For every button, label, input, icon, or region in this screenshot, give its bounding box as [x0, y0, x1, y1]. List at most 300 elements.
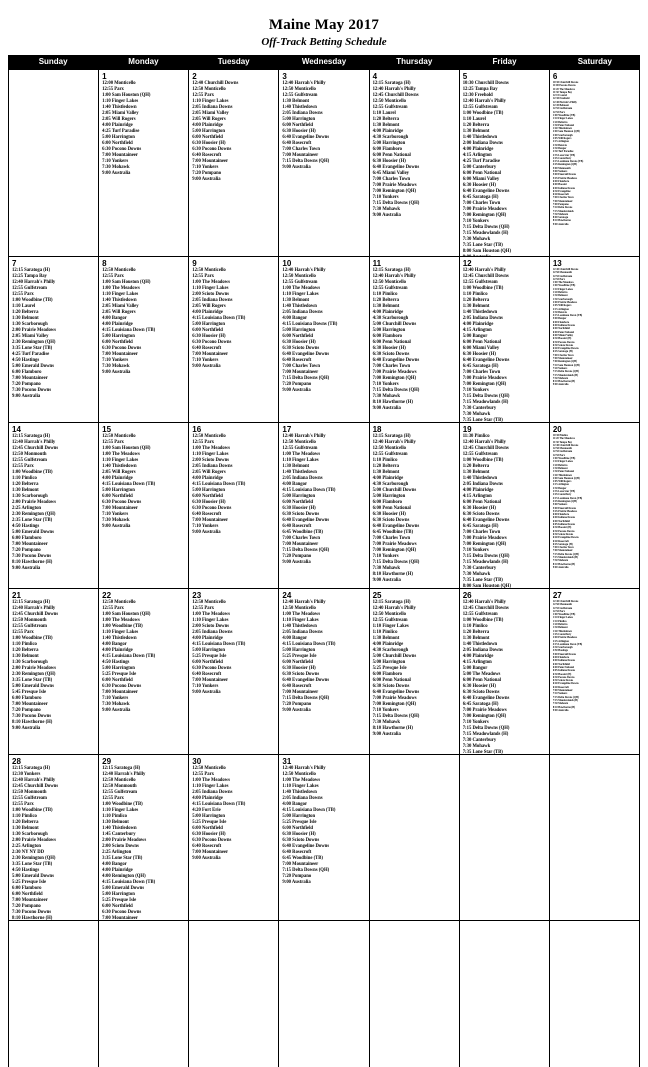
race-entry: 1:00 Woodbine (TB)	[552, 457, 576, 461]
race-entry: 12:15 Saratoga (H)	[12, 434, 51, 439]
race-entry: 2:00 Scarborough	[552, 133, 573, 137]
race-entry: 5:00 Yonkers	[552, 170, 568, 174]
race-entry: 5:00 Emerald Downs	[12, 364, 54, 369]
race-entry: 1:00 Woodbine (TB)	[462, 458, 504, 463]
race-entry: 12:40 Harrah's Philly	[282, 434, 326, 439]
race-entry: 7:15 Meadowlands (H)	[462, 560, 509, 565]
race-entry: 1:20 Belterra	[552, 623, 568, 627]
race-entry: 1:30 Belmont	[372, 470, 400, 475]
race-entry: 1:10 Finger Lakes	[102, 292, 139, 297]
empty-day-cell	[99, 921, 189, 1067]
race-entry: 1:40 Thistledown	[102, 105, 137, 110]
race-entry: 1:30 Scarborough	[12, 660, 48, 665]
race-entry: 12:15 Saratoga (H)	[372, 268, 411, 273]
race-entry: 12:40 Churchill Downs	[552, 443, 579, 447]
race-entry: 12:40 Harrah's Philly	[12, 606, 56, 611]
day-cell-29	[99, 755, 189, 921]
race-entry: 9:00 Australia	[552, 708, 569, 712]
race-entry: 12:55 Parx	[192, 274, 215, 279]
race-entry: 7:00 Mountaineer	[192, 159, 229, 164]
race-entry: 1:10 Finger Lakes	[282, 618, 319, 623]
race-entry: 6:30 Hoosier (H)	[372, 159, 406, 164]
race-entry: 1:00 Woodbine (TB)	[12, 470, 53, 475]
race-entry: 1:10 Finger Lakes	[192, 286, 229, 291]
race-entry: 9:00 Australia	[552, 383, 569, 387]
race-entry: 6:30 Hoosier (H)	[552, 337, 572, 341]
race-entry: 6:30 Scioto Downs	[462, 690, 500, 695]
page-title: Maine May 2017	[268, 17, 380, 33]
race-entry: 4:00 Plainridge	[372, 310, 404, 315]
race-entry: 2:35 Lone Star (TB)	[552, 490, 576, 494]
race-entry: 1:30 Belmont	[282, 464, 310, 469]
race-entry: 6:40 Evangeline Downs	[552, 682, 579, 686]
day-number: 5	[462, 72, 468, 81]
race-entry: 2:30 Bangor	[552, 486, 567, 490]
race-entry: 7:00 Remington (QH)	[372, 702, 417, 707]
race-entry: 7:35 Lone Star (TB)	[462, 750, 503, 755]
race-entry: 2:05 Indiana Downs	[282, 310, 323, 315]
day-number: 27	[552, 591, 562, 600]
race-entry: 5:00 Harrington	[372, 660, 406, 665]
race-entry: 7:30 Mohawk	[552, 212, 569, 216]
day-cell-19	[460, 423, 550, 589]
race-entry: 12:55 Gulfstream	[12, 458, 47, 463]
race-entry: 1:20 Belterra	[552, 291, 568, 295]
race-entry: 8:10 Hawthorne (H)	[552, 562, 576, 566]
race-entry: 7:00 Mountaineer	[282, 690, 319, 695]
race-entry: 6:40 Rosecroft	[192, 153, 222, 158]
race-entry: 2:15 Arlington	[552, 483, 569, 487]
race-entry: 6:40 Rosecroft	[552, 193, 569, 197]
race-entry: 7:15 Delta Downs (QH)	[372, 201, 420, 206]
race-entry: 12:30 Freehold	[552, 97, 570, 101]
race-entry: 1:40 Thistledown	[462, 642, 498, 647]
race-entry: 5:00 Harrington	[282, 117, 316, 122]
weekday-header-row	[8, 55, 640, 69]
race-entry: 6:30 Hoosier (H)	[282, 340, 316, 345]
day-number: 28	[12, 757, 21, 766]
race-entry: 9:00 Australia	[372, 213, 401, 218]
race-entry: 7:00 Charles Town	[462, 201, 501, 206]
race-entry: 7:30 Pocono Downs	[12, 714, 52, 719]
race-entry: 2:30 Batavia	[552, 310, 567, 314]
race-entry: 1:20 Belterra	[552, 463, 568, 467]
day-number: 14	[12, 425, 21, 434]
race-entry: 7:15 Delta Downs (QH)	[282, 376, 330, 381]
race-entry: 2:05 Indiana Downs	[192, 298, 233, 303]
race-entry: 12:50 Monmouth	[102, 784, 137, 789]
race-entry: 2:45 Canterbury	[552, 156, 572, 160]
race-entry: 6:40 Rosecroft	[192, 844, 222, 849]
race-entry: 12:40 Harrah's Philly	[372, 87, 416, 92]
race-entry: 7:00 Remington (QH)	[372, 376, 417, 381]
race-entry: 4:15 Louisiana Down (TB)	[102, 880, 156, 885]
day-cell-27	[550, 589, 640, 755]
race-entry: 12:15 Saratoga (H)	[12, 766, 51, 771]
race-entry: 6:00 Flamboro	[372, 672, 403, 677]
race-entry: 12:40 Churchill Downs	[192, 81, 239, 86]
race-entry: 2:05 Miami Valley	[102, 304, 139, 309]
race-entry: 2:05 Will Rogers	[102, 117, 136, 122]
race-entry: 4:45 Remington (QH)	[552, 499, 577, 503]
race-entry: 1:10 Laurel	[12, 304, 36, 309]
race-entry: 6:30 Pocono Downs	[102, 684, 142, 689]
race-entry: 5:00 Emerald Downs	[552, 506, 577, 510]
day-number: 12	[462, 259, 472, 268]
race-entry: 1:30 Scarborough	[12, 832, 48, 837]
race-entry: 6:00 Northfield	[102, 340, 133, 345]
race-entry: 6:00 Miami Valley	[552, 333, 574, 337]
race-entry: 7:00 Charles Town	[282, 364, 320, 369]
race-entry: 12:50 Monticello	[192, 766, 226, 771]
race-entry: 9:00 Australia	[102, 370, 131, 375]
race-entry: 12:30 Yonkers	[12, 772, 41, 777]
day-cell-20	[550, 423, 640, 589]
race-entry: 5:00 Harrington	[192, 488, 225, 493]
race-entry: 12:25 Tampa Bay	[462, 87, 498, 92]
race-entry: 7:00 Mountaineer	[552, 199, 573, 203]
race-entry: 7:15 Delta Downs (QH)	[282, 548, 330, 553]
race-entry: 1:20 Belterra	[12, 820, 39, 825]
race-entry: 7:10 Yonkers	[462, 388, 489, 393]
race-entry: 2:30 Remington (QH)	[12, 856, 56, 861]
race-entry: 4:00 Plainridge	[372, 476, 404, 481]
race-entry: 6:00 Northfield	[552, 327, 570, 331]
day-cell-5	[460, 70, 550, 257]
race-entry: 2:05 Will Rogers	[102, 310, 136, 315]
race-entry: 12:15 Laurel	[552, 94, 567, 98]
race-entry: 1:10 Pimlico	[462, 292, 488, 297]
race-entry: 6:00 Northfield	[192, 135, 223, 140]
race-entry: 12:55 Gulfstream	[102, 790, 138, 795]
race-entry: 1:20 Belterra	[462, 464, 490, 469]
race-entry: 7:15 Delta Downs (QH)	[552, 695, 579, 699]
race-entry: 12:40 Harrah's Philly	[552, 100, 577, 104]
race-entry: 6:40 Evangeline Downs	[372, 358, 420, 363]
race-entry: 7:10 Yonkers	[192, 684, 219, 689]
race-entry: 6:40 Rosecroft	[282, 358, 312, 363]
weekday-sunday: Sunday	[38, 57, 68, 66]
race-entry: 2:35 Lone Star (TB)	[552, 153, 576, 157]
race-entry: 7:00 Mountaineer	[192, 352, 229, 357]
race-entry: 7:10 Delta Downs	[552, 206, 573, 210]
race-entry: 9:00 Australia	[12, 726, 41, 731]
race-entry: 7:15 Meadowlands (H)	[462, 231, 509, 236]
race-entry: 5:25 Presque Isle	[102, 898, 137, 903]
race-entry: 7:30 Pocono Downs	[12, 388, 52, 393]
race-entry: 1:00 Woodbine (TB)	[102, 624, 143, 629]
race-entry: 6:00 Indiana Downs	[552, 186, 576, 190]
race-entry: 1:00 Sam Houston (QH)	[102, 446, 151, 451]
race-entry: 7:30 Pocono Downs	[12, 910, 52, 915]
day-number: 6	[552, 72, 558, 81]
race-entry: 6:00 Indiana Downs	[552, 659, 576, 663]
race-entry: 7:00 Prairie Meadows	[372, 183, 417, 188]
race-entry: 12:50 Monticello	[372, 612, 407, 617]
race-entry: 6:00 Northfield	[282, 334, 314, 339]
race-entry: 6:30 Scioto Downs	[552, 532, 574, 536]
race-entry: 6:00 Northfield	[12, 892, 43, 897]
race-entry: 2:00 Scioto Downs	[192, 458, 230, 463]
race-entry: 7:10 Yonkers	[462, 219, 489, 224]
race-entry: 6:45 Woodbine (TB)	[372, 530, 414, 535]
race-entry: 1:30 Scarborough	[552, 297, 573, 301]
race-entry: 2:05 Will Rogers	[552, 480, 572, 484]
day-number: 31	[282, 757, 292, 766]
race-entry: 6:00 Miami Valley	[462, 346, 500, 351]
race-entry: 8:10 Hawthorne (H)	[552, 705, 576, 709]
day-number: 7	[12, 259, 17, 268]
race-entry: 7:00 Prairie Meadows	[462, 536, 507, 541]
race-entry: 4:50 Hastings	[12, 524, 40, 529]
race-entry: 6:00 Flamboro	[372, 500, 403, 505]
race-entry: 12:55 Gulfstream	[282, 280, 318, 285]
race-entry: 5:25 Presque Isle	[282, 820, 317, 825]
race-entry: 1:40 Thistledown	[282, 624, 317, 629]
race-entry: 1:10 Pimlico	[372, 458, 398, 463]
race-entry: 6:00 Flamboro	[552, 179, 570, 183]
race-entry: 6:40 Evangeline Downs	[462, 696, 510, 701]
race-entry: 7:00 Charles Town	[462, 530, 501, 535]
race-entry: 6:45 Saratoga (H)	[462, 364, 499, 369]
race-entry: 12:50 Monticello	[192, 434, 226, 439]
race-entry: 8:00 Sam Houston (QH)	[462, 249, 512, 254]
race-entry: 7:00 Prairie Meadows	[372, 542, 417, 547]
race-entry: 12:55 Gulfstream	[282, 93, 318, 98]
race-entry: 12:50 Monmouth	[552, 447, 572, 451]
race-entry: 4:00 Remington (QH)	[102, 874, 146, 879]
race-entry: 6:45 Saratoga (H)	[462, 702, 499, 707]
day-number: 24	[282, 591, 292, 600]
race-entry: 7:20 Pompano	[12, 904, 41, 909]
race-entry: 7:00 Prairie Meadows	[372, 370, 417, 375]
race-entry: 6:00 Northfield	[282, 660, 314, 665]
race-entry: 3:35 Lone Star (TB)	[102, 856, 143, 861]
race-entry: 6:40 Evangeline Downs	[282, 135, 330, 140]
race-entry: 6:00 Flamboro	[12, 696, 42, 701]
race-entry: 5:00 Emerald Downs	[552, 652, 577, 656]
race-entry: 12:40 Harrah's Philly	[282, 766, 326, 771]
race-entry: 7:30 Canterbury	[462, 738, 497, 743]
race-entry: 4:00 Plainridge	[102, 322, 133, 327]
race-entry: 7:00 Mountaineer	[12, 702, 48, 707]
race-entry: 1:20 Belterra	[12, 648, 39, 653]
race-entry: 7:15 Delta Downs (QH)	[282, 696, 330, 701]
race-entry: 7:10 Yonkers	[102, 159, 129, 164]
race-entry: 6:00 Flamboro	[372, 334, 403, 339]
race-entry: 9:00 Australia	[282, 165, 311, 170]
race-entry: 6:00 Penn National	[372, 340, 411, 345]
race-entry: 4:15 Arlington	[462, 660, 492, 665]
race-entry: 1:00 Woodbine (TB)	[462, 111, 504, 116]
race-entry: 7:20 Pompano	[12, 382, 41, 387]
race-entry: 6:40 Evangeline Downs	[372, 690, 420, 695]
day-cell-10	[279, 257, 369, 423]
race-entry: 7:20 Pompano	[282, 874, 312, 879]
race-entry: 1:00 Woodbine (TB)	[12, 636, 53, 641]
race-entry: 6:00 Northfield	[552, 519, 570, 523]
race-entry: 6:30 Scioto Downs	[552, 343, 574, 347]
race-entry: 6:00 Northfield	[192, 494, 223, 499]
race-entry: 5:45 Prairie Meadows	[552, 176, 578, 180]
race-entry: 12:50 Monticello	[192, 87, 226, 92]
race-entry: 5:00 Harrington	[372, 494, 406, 499]
race-entry: 9:00 Australia	[282, 560, 311, 565]
race-entry: 5:45 Prairie Meadows	[552, 509, 578, 513]
weekday-thursday: Thursday	[396, 57, 433, 66]
race-entry: 2:30 Turf Paradise	[552, 150, 574, 154]
race-entry: 6:00 Northfield	[192, 826, 223, 831]
race-entry: 9:00 Australia	[282, 708, 311, 713]
race-entry: 4:00 Bangor	[282, 316, 308, 321]
race-entry: 12:50 Monticello	[102, 268, 136, 273]
race-entry: 2:00 Scioto Downs	[102, 844, 139, 849]
race-entry: 12:50 Monticello	[282, 274, 316, 279]
race-entry: 2:05 Indiana Downs	[462, 648, 503, 653]
day-cell-25	[370, 589, 460, 755]
race-entry: 6:40 Rosecroft	[282, 850, 312, 855]
race-entry: 2:00 Prairie Meadows	[12, 838, 56, 843]
day-cell-7	[9, 257, 99, 423]
race-entry: 2:00 Prairie Meadows	[552, 300, 578, 304]
day-number: 16	[192, 425, 202, 434]
race-entry: 6:30 Scioto Downs	[552, 679, 574, 683]
race-entry: 12:40 Harrah's Philly	[372, 440, 416, 445]
race-entry: 4:00 Bangor	[102, 316, 127, 321]
race-entry: 1:00 Woodbine (TB)	[552, 613, 576, 617]
race-entry: 1:30 Belmont	[372, 304, 400, 309]
day-cell-28	[9, 755, 99, 921]
race-entry: 5:00 Yonkers	[552, 503, 568, 507]
race-entry: 2:30 Batavia	[552, 143, 567, 147]
race-entry: 6:30 Scioto Downs	[282, 346, 320, 351]
race-entry: 12:40 Harrah's Philly	[462, 600, 506, 605]
race-entry: 7:30 Mohawk	[372, 394, 401, 399]
race-entry: 4:50 Hastings	[102, 660, 130, 665]
race-entry: 7:30 Mohawk	[462, 412, 491, 417]
race-entry: 2:00 Prairie Meadows	[12, 666, 56, 671]
race-entry: 6:40 Rosecroft	[192, 346, 222, 351]
race-entry: 9:00 Australia	[192, 690, 221, 695]
race-entry: 5:00 Harrington	[102, 892, 135, 897]
race-entry: 2:15 Arlington	[552, 307, 569, 311]
race-entry: 12:55 Gulfstream	[462, 452, 498, 457]
race-entry: 1:40 Thistledown	[102, 298, 137, 303]
race-entry: 6:40 Evangeline Downs	[282, 844, 330, 849]
race-entry: 1:10 Finger Lakes	[102, 458, 139, 463]
race-entry: 5:25 Presque Isle	[282, 654, 317, 659]
race-entry: 2:00 Scioto Downs	[192, 624, 230, 629]
race-entry: 1:10 Finger Lakes	[192, 452, 229, 457]
race-entry: 12:40 Harrah's Philly	[282, 600, 326, 605]
day-number: 1	[102, 72, 107, 81]
race-entry: 12:55 Parx	[552, 609, 565, 613]
race-entry: 2:30 Remington (QH)	[12, 512, 56, 517]
race-entry: 3:35 Lone Star (TB)	[12, 346, 53, 351]
race-entry: 8:00 Sam Houston (QH)	[462, 584, 512, 589]
race-entry: 12:15 Saratoga (H)	[372, 434, 411, 439]
race-entry: 4:30 Scarborough	[372, 482, 409, 487]
race-entry: 6:00 Northfield	[192, 660, 223, 665]
race-entry: 6:45 Saratoga (H)	[462, 524, 499, 529]
race-entry: 9:00 Australia	[192, 530, 221, 535]
race-entry: 1:10 Finger Lakes	[102, 630, 139, 635]
race-entry: 4:15 Louisiana Down (TB)	[102, 654, 156, 659]
race-entry: 7:00 Mountaineer	[102, 506, 138, 511]
race-entry: 8:10 Hawthorne (H)	[12, 560, 53, 565]
race-entry: 1:40 Thistledown	[282, 470, 317, 475]
race-entry: 6:40 Evangeline Downs	[462, 189, 510, 194]
race-entry: 7:10 Yonkers	[462, 548, 489, 553]
race-entry: 12:15 Saratoga (H)	[102, 766, 141, 771]
race-entry: 12:40 Harrah's Philly	[462, 268, 506, 273]
race-entry: 7:30 Mohawk	[372, 566, 401, 571]
race-entry: 5:00 Emerald Downs	[12, 874, 54, 879]
race-entry: 4:25 Turf Paradise	[462, 159, 500, 164]
race-entry: 5:00 Harrington	[282, 494, 316, 499]
race-entry: 12:50 Monticello	[282, 440, 316, 445]
race-entry: 6:30 Pocono Downs	[552, 340, 575, 344]
day-number: 18	[372, 425, 382, 434]
race-entry: 1:30 Belmont	[552, 626, 568, 630]
race-entry: 6:00 Northfield	[192, 328, 223, 333]
race-entry: 12:40 Harrah's Philly	[372, 606, 416, 611]
race-entry: 7:00 Mountaineer	[102, 690, 138, 695]
race-entry: 7:00 Mountaineer	[552, 357, 573, 361]
race-entry: 1:00 Woodbine (TB)	[462, 618, 504, 623]
race-entry: 6:00 Northfield	[552, 662, 570, 666]
race-entry: 7:00 Prairie Meadows	[462, 376, 507, 381]
day-cell-16	[189, 423, 279, 589]
race-entry: 7:10 Yonkers	[372, 382, 399, 387]
race-entry: 7:00 Mountaineer	[282, 370, 319, 375]
race-entry: 12:40 Harrah's Philly	[282, 81, 326, 86]
race-entry: 7:15 Delta Downs (QH)	[462, 726, 510, 731]
race-entry: 12:50 Monticello	[372, 99, 407, 104]
day-number: 4	[372, 72, 378, 81]
race-entry: 4:00 Plainridge	[192, 796, 223, 801]
race-entry: 12:45 Churchill Downs	[462, 606, 509, 611]
race-entry: 6:40 Rosecroft	[552, 539, 569, 543]
race-entry: 12:50 Monmouth	[12, 790, 47, 795]
race-entry: 11:20 The Meadows	[552, 87, 575, 91]
race-entry: 1:10 Pimlico	[102, 814, 128, 819]
race-entry: 2:05 Indiana Downs	[192, 464, 233, 469]
race-entry: 4:20 Fort Erie	[192, 808, 221, 813]
day-number: 19	[462, 425, 472, 434]
race-entry: 2:00 Prairie Meadows	[552, 636, 578, 640]
race-entry: 6:45 Woodbine (TB)	[282, 530, 323, 535]
race-entry: 7:20 Pompano	[282, 702, 312, 707]
race-entry: 12:55 Gulfstream	[12, 624, 47, 629]
race-entry: 3:35 Lone Star (TB)	[12, 862, 53, 867]
race-entry: 12:40 Harrah's Philly	[12, 280, 56, 285]
race-entry: 4:15 Louisiana Down (TB)	[552, 496, 583, 500]
race-entry: 8:10 Hawthorne (H)	[372, 572, 413, 577]
race-entry: 5:00 Harrington	[102, 334, 135, 339]
race-entry: 6:00 Flamboro	[12, 536, 42, 541]
race-entry: 1:40 Thistledown	[282, 105, 317, 110]
race-entry: 6:45 Saratoga (H)	[552, 542, 573, 546]
race-entry: 4:00 Plainridge	[372, 129, 404, 134]
race-entry: 7:00 Charles Town	[552, 196, 574, 200]
race-entry: 1:30 Belmont	[102, 820, 129, 825]
race-entry: 12:55 Parx	[102, 87, 124, 92]
race-entry: 5:00 Churchill Downs	[372, 488, 417, 493]
race-entry: 2:05 Indiana Downs	[462, 316, 503, 321]
race-entry: 5:00 Harrington	[102, 488, 135, 493]
race-entry: 12:30 Freehold	[462, 93, 493, 98]
